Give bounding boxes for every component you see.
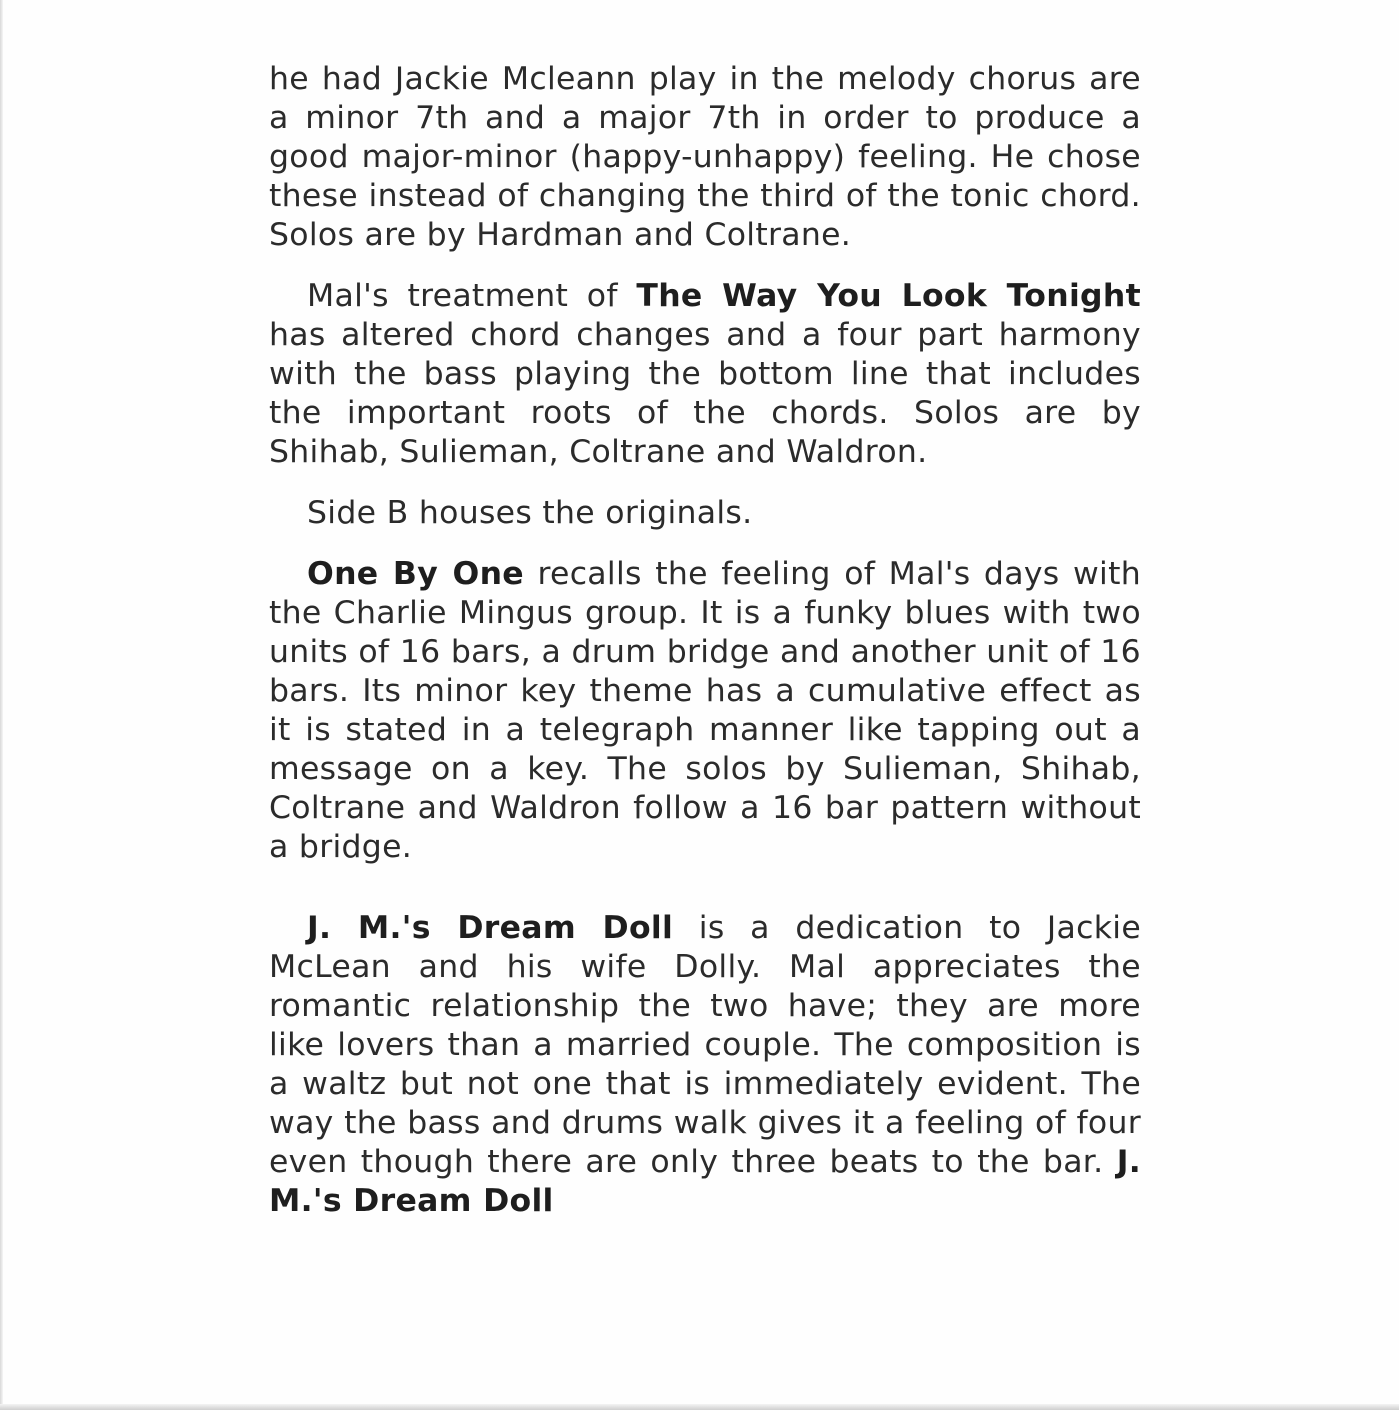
paragraph-side-b (269, 494, 1141, 533)
paragraph-dream-doll (269, 909, 1141, 1221)
paragraph-continuation (269, 60, 1141, 255)
paragraph-lead-text: Mal's treatment of (307, 278, 637, 314)
song-title-dream-doll: J. M.'s Dream Doll (307, 910, 674, 946)
song-title-way-you-look-tonight: The Way You Look Tonight (636, 278, 1141, 314)
page-bottom-edge (0, 1404, 1399, 1410)
paragraph-text: he had Jackie Mcleann play in the melody chorus are a minor 7th and a major 7th in order to produce a good major-minor (happy-unhappy) feeling. He chose these instead of changing the third of the tonic chord. Solos are by Hardman and Coltrane. (269, 61, 1141, 253)
paragraph-one-by-one (269, 555, 1141, 867)
paragraph-way-you-look-tonight (269, 277, 1141, 472)
text-column (269, 60, 1141, 1221)
paragraph-body-text: is a dedication to Jackie McLean and his wife Dolly. Mal appreciates the romantic relationship the two have; they are more like lovers than a married couple. The composition is a waltz but not one that is immediately evident. The way the bass and drums walk gives it a feeling of four even though there are only three beats to the bar. (269, 910, 1142, 1180)
paragraph-body-text: recalls the feeling of Mal's days with the Charlie Mingus group. It is a funky blues with two units of 16 bars, a drum bridge and another unit of 16 bars. Its minor key theme has a cumulative effect as it is stated in a telegraph manner like tapping out a message on a key. The solos by Sulieman, Shihab, Coltrane and Waldron follow a 16 bar pattern without a bridge. (269, 556, 1141, 865)
page-left-edge (0, 0, 3, 1410)
song-title-dream-doll-end: J. M.'s Dream Doll (269, 1144, 1141, 1219)
paragraph-body-text: has altered chord changes and a four part harmony with the bass playing the bottom line that includes the important roots of the chords. Solos are by Shihab, Sulieman, Coltrane and Waldron. (269, 317, 1141, 470)
paragraph-text: Side B houses the originals. (307, 495, 753, 531)
song-title-one-by-one: One By One (307, 556, 524, 592)
